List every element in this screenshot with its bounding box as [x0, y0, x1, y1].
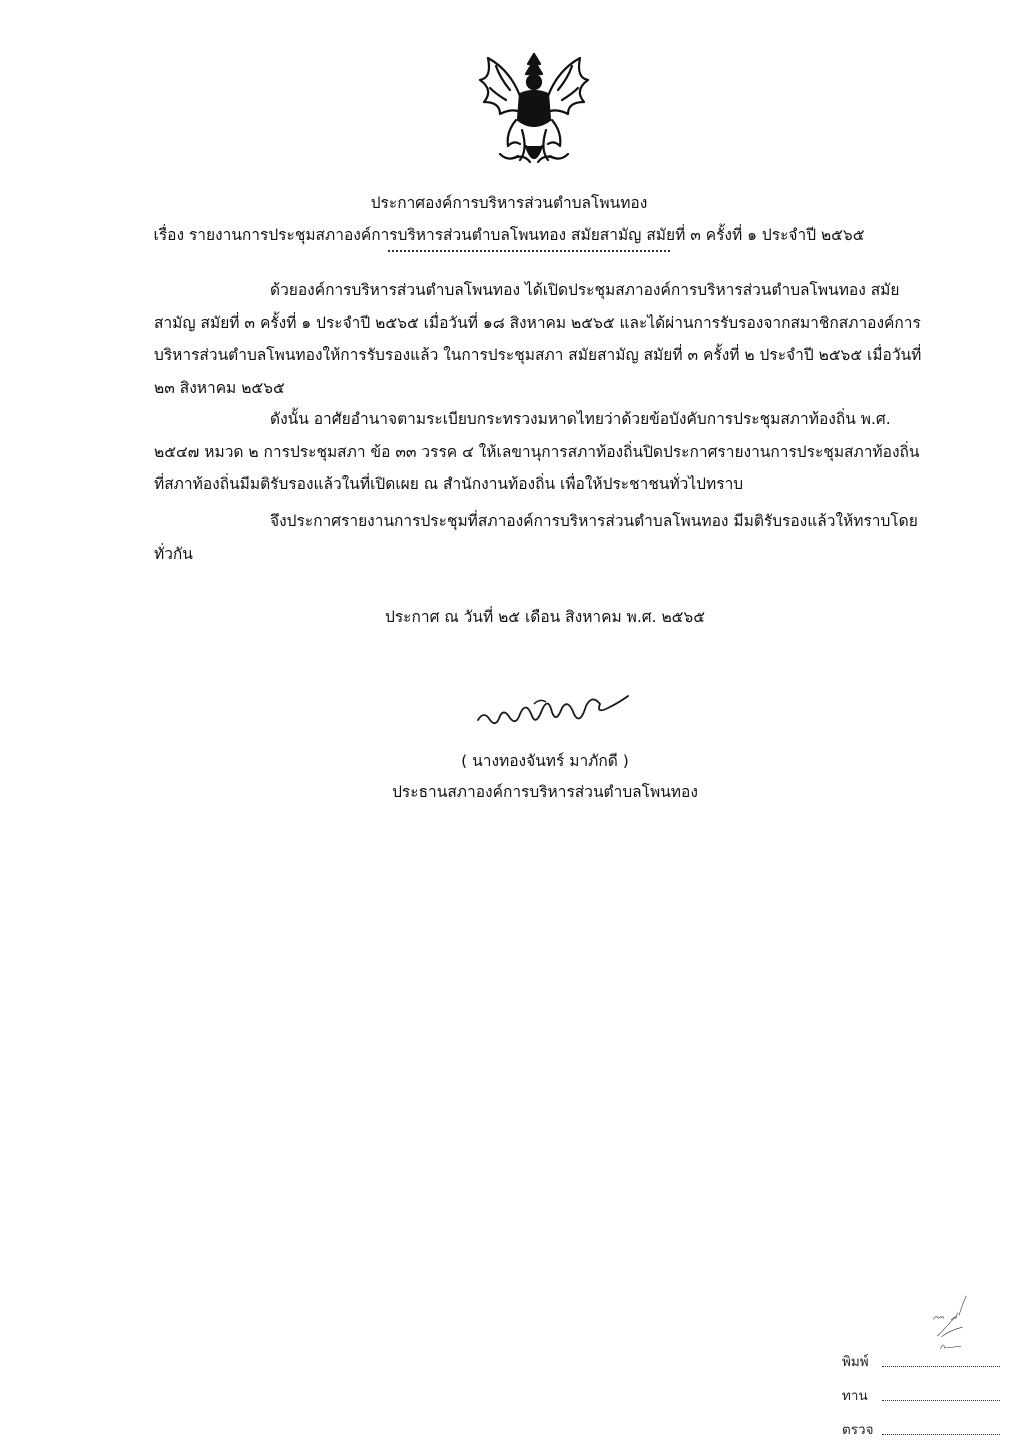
proofread-line — [882, 1400, 1000, 1401]
typed-by-line — [882, 1366, 1000, 1367]
initials-scribble — [880, 1292, 1005, 1352]
checked-label: ตรวจ — [842, 1422, 874, 1438]
paragraph-conclusion: จึงประกาศรายงานการประชุมที่สภาองค์การบริหารส่วนตำบลโพนทอง มีมติรับรองแล้วให้ทราบโดยทั่วกัน — [154, 512, 918, 563]
proofread-label: ทาน — [842, 1388, 868, 1404]
typed-by-label: พิมพ์ — [842, 1354, 869, 1370]
announcement-date: ประกาศ ณ วันที่ ๒๕ เดือน สิงหาคม พ.ศ. ๒๕๖๕ — [385, 608, 705, 626]
signatory-name: ( นางทองจันทร์ มาภักดี ) — [461, 752, 629, 770]
garuda-emblem-icon — [470, 50, 598, 174]
approval-footer — [820, 1290, 1010, 1450]
checked-line — [882, 1434, 1000, 1435]
paragraph-meeting-report: ด้วยองค์การบริหารส่วนตำบลโพนทอง ได้เปิดประชุมสภาองค์การบริหารส่วนตำบลโพนทอง สมัยสามัญ สมัยที่ ๓ ครั้งที่ ๑ ประจำปี ๒๕๖๕ เมื่อวันที่ ๑๘ สิงหาคม ๒๕๖๕ และได้ผ่านการรับรองจากสมาชิกสภาองค์การบริหารส่วนตำบลโพนทองให้การรับรองแล้ว ในการประชุมสภา สมัยสามัญ สมัยที่ ๓ ครั้งที่ ๒ ประจำปี ๒๕๖๕ เมื่อวันที่ ๒๓ สิงหาคม ๒๕๖๕ — [154, 281, 922, 397]
signatory-position: ประธานสภาองค์การบริหารส่วนตำบลโพนทอง — [392, 783, 698, 801]
handwritten-signature — [470, 686, 640, 738]
announcement-subject: เรื่อง รายงานการประชุมสภาองค์การบริหารส่วนตำบลโพนทอง สมัยสามัญ สมัยที่ ๓ ครั้งที่ ๑ ประจำปี ๒๕๖๕ — [153, 226, 865, 244]
paragraph-legal-basis: ดังนั้น อาศัยอำนาจตามระเบียบกระทรวงมหาดไทยว่าด้วยข้อบังคับการประชุมสภาท้องถิ่น พ.ศ. ๒๕๔๗ หมวด ๒ การประชุมสภา ข้อ ๓๓ วรรค ๔ ให้เลขานุการสภาท้องถิ่นปิดประกาศรายงานการประชุมสภาท้องถิ่นที่สภาท้องถิ่นมีมติรับรองแล้วในที่เปิดเผย ณ สำนักงานท้องถิ่น เพื่อให้ประชาชนทั่วไปทราบ — [154, 410, 920, 493]
announcement-title: ประกาศองค์การบริหารส่วนตำบลโพนทอง — [370, 194, 648, 212]
header-divider — [388, 250, 670, 252]
